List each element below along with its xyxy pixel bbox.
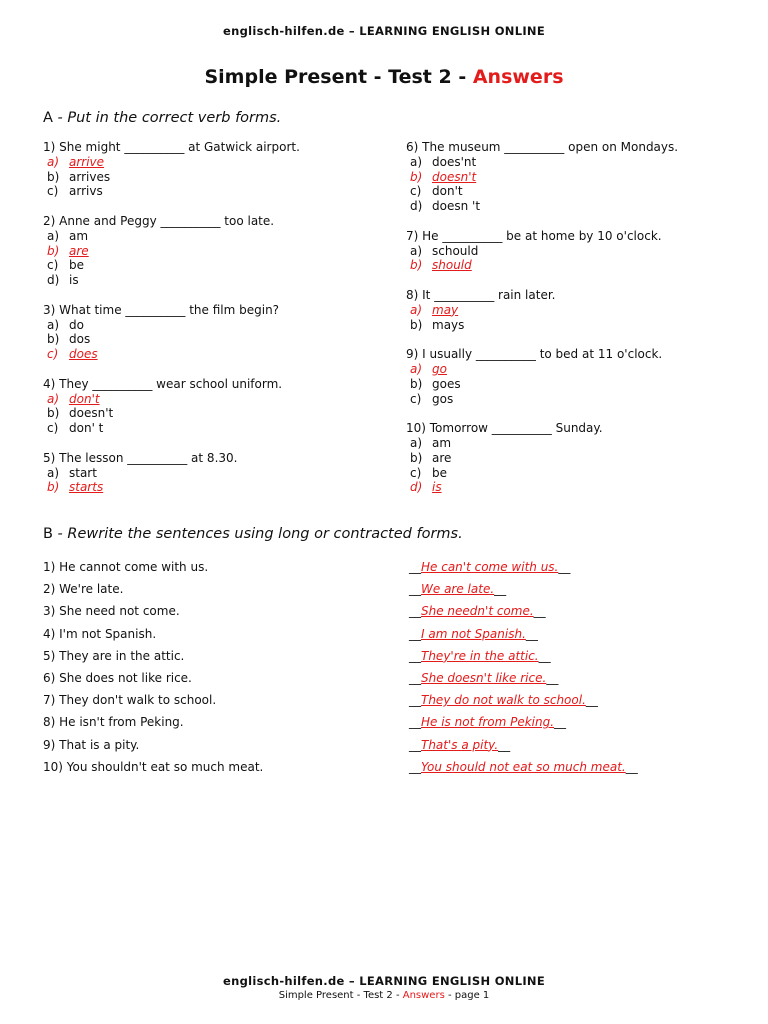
blank-before: __ bbox=[409, 604, 421, 619]
rewrite-answer bbox=[409, 649, 551, 663]
footer-title: Simple Present - Test 2 - bbox=[278, 990, 403, 1001]
answer-option bbox=[43, 318, 373, 333]
rewrite-question: 3) She need not come. bbox=[43, 604, 180, 619]
rewrite-answer bbox=[409, 760, 638, 774]
option-value: may bbox=[432, 302, 459, 317]
blank-before: __ bbox=[409, 560, 421, 574]
question-item bbox=[43, 377, 373, 436]
rewrite-row bbox=[43, 671, 743, 693]
rewrite-answer bbox=[409, 671, 558, 685]
footer-page-number: - page 1 bbox=[444, 990, 490, 1001]
answer-option bbox=[406, 155, 736, 170]
rewrite-row bbox=[43, 715, 743, 737]
section-a-instruction: - Put in the correct verb forms. bbox=[52, 110, 282, 126]
rewrite-answer bbox=[409, 627, 538, 641]
option-label: d) bbox=[410, 480, 423, 495]
section-b-letter: B bbox=[43, 526, 53, 542]
blank-before: __ bbox=[409, 759, 421, 774]
page-title-main: Simple Present - Test 2 - bbox=[204, 66, 473, 88]
rewrite-question: 2) We're late. bbox=[43, 582, 124, 597]
rewrite-row bbox=[43, 760, 743, 782]
answer-option bbox=[43, 421, 373, 436]
answer-option bbox=[406, 318, 736, 333]
answer-text: That's a pity. bbox=[421, 737, 499, 752]
answer-text: I am not Spanish. bbox=[421, 626, 526, 641]
rewrite-question: 4) I'm not Spanish. bbox=[43, 626, 157, 641]
answer-option bbox=[406, 392, 736, 407]
option-value: don't bbox=[432, 184, 463, 199]
answer-text: She needn't come. bbox=[421, 604, 534, 619]
correct-option bbox=[406, 480, 736, 495]
answer-option bbox=[43, 406, 373, 421]
option-value: starts bbox=[69, 480, 104, 495]
option-label: a) bbox=[410, 302, 423, 317]
answer-option bbox=[43, 229, 373, 244]
question-text: 2) Anne and Peggy __________ too late. bbox=[43, 213, 275, 228]
blank-after: __ bbox=[525, 626, 538, 641]
blank-before: __ bbox=[409, 626, 421, 641]
rewrite-answer bbox=[409, 715, 566, 729]
option-value: arrive bbox=[69, 154, 105, 169]
option-label: a) bbox=[47, 154, 60, 169]
option-label: a) bbox=[47, 228, 60, 243]
option-value: start bbox=[69, 465, 97, 480]
blank-after: __ bbox=[533, 604, 546, 619]
answer-text: He can't come with us. bbox=[421, 560, 559, 574]
rewrite-row bbox=[43, 604, 743, 626]
answer-text: We are late. bbox=[421, 582, 495, 597]
option-label: c) bbox=[47, 184, 59, 199]
option-label: c) bbox=[47, 347, 59, 362]
page-title-answers: Answers bbox=[472, 66, 564, 88]
rewrite-question: 5) They are in the attic. bbox=[43, 648, 185, 663]
option-label: c) bbox=[47, 258, 59, 273]
option-label: c) bbox=[410, 465, 422, 480]
option-label: a) bbox=[47, 465, 60, 480]
option-value: should bbox=[432, 258, 472, 273]
option-value: does'nt bbox=[432, 154, 477, 169]
correct-option bbox=[406, 258, 736, 273]
question-item bbox=[406, 140, 736, 214]
blank-after: __ bbox=[538, 648, 551, 663]
answer-option bbox=[406, 436, 736, 451]
rewrite-answer bbox=[409, 604, 546, 618]
answer-text: You should not eat so much meat. bbox=[421, 759, 626, 774]
option-value: do bbox=[69, 317, 84, 332]
site-header: englisch-hilfen.de – LEARNING ENGLISH ONLINE bbox=[223, 24, 545, 38]
rewrite-answer bbox=[409, 738, 510, 752]
option-value: am bbox=[432, 435, 452, 450]
answer-option bbox=[406, 466, 736, 481]
answer-option bbox=[406, 199, 736, 214]
option-value: am bbox=[69, 228, 89, 243]
answer-option bbox=[406, 244, 736, 259]
answer-option bbox=[406, 184, 736, 199]
question-text: 8) It __________ rain later. bbox=[406, 287, 556, 302]
question-text: 10) Tomorrow __________ Sunday. bbox=[406, 421, 603, 436]
blank-before: __ bbox=[409, 715, 421, 730]
blank-before: __ bbox=[409, 693, 421, 708]
rewrite-list bbox=[43, 560, 743, 782]
option-label: d) bbox=[47, 273, 60, 288]
rewrite-row bbox=[43, 627, 743, 649]
option-label: a) bbox=[410, 435, 423, 450]
answer-option bbox=[43, 332, 373, 347]
rewrite-row bbox=[43, 560, 743, 582]
option-label: c) bbox=[410, 184, 422, 199]
option-label: d) bbox=[410, 199, 423, 214]
blank-after: __ bbox=[494, 582, 507, 597]
rewrite-row bbox=[43, 693, 743, 715]
correct-option bbox=[406, 303, 736, 318]
option-label: a) bbox=[410, 154, 423, 169]
blank-before: __ bbox=[409, 670, 421, 685]
rewrite-answer bbox=[409, 693, 598, 707]
correct-option bbox=[406, 170, 736, 185]
question-item bbox=[406, 421, 736, 495]
option-label: a) bbox=[410, 243, 423, 258]
question-item bbox=[43, 214, 373, 288]
option-label: b) bbox=[410, 169, 423, 184]
rewrite-question: 1) He cannot come with us. bbox=[43, 560, 209, 574]
blank-before: __ bbox=[409, 737, 421, 752]
blank-before: __ bbox=[409, 582, 421, 597]
option-value: is bbox=[69, 273, 79, 288]
questions-column-left bbox=[43, 140, 373, 510]
rewrite-answer bbox=[409, 582, 506, 596]
answer-option bbox=[406, 451, 736, 466]
correct-option bbox=[43, 392, 373, 407]
option-label: b) bbox=[47, 406, 60, 421]
option-value: go bbox=[432, 361, 447, 376]
question-item bbox=[43, 140, 373, 199]
question-item bbox=[43, 303, 373, 362]
rewrite-question: 10) You shouldn't eat so much meat. bbox=[43, 759, 264, 774]
question-item bbox=[406, 347, 736, 406]
questions-column-right bbox=[406, 140, 736, 510]
correct-option bbox=[43, 480, 373, 495]
answer-text: He is not from Peking. bbox=[421, 715, 555, 730]
question-text: 5) The lesson __________ at 8.30. bbox=[43, 450, 238, 465]
footer-page-info bbox=[0, 990, 768, 1001]
blank-after: __ bbox=[625, 759, 638, 774]
answer-option bbox=[43, 258, 373, 273]
option-label: b) bbox=[410, 450, 423, 465]
option-value: doesn't bbox=[432, 169, 477, 184]
option-value: be bbox=[432, 465, 447, 480]
option-label: b) bbox=[410, 376, 423, 391]
option-value: dos bbox=[69, 332, 91, 347]
question-item bbox=[406, 229, 736, 273]
rewrite-answer bbox=[409, 560, 570, 574]
question-item bbox=[43, 451, 373, 495]
rewrite-question: 9) That is a pity. bbox=[43, 737, 140, 752]
rewrite-row bbox=[43, 582, 743, 604]
option-value: are bbox=[69, 243, 89, 258]
option-value: don' t bbox=[69, 421, 104, 436]
option-label: a) bbox=[410, 361, 423, 376]
question-item bbox=[406, 288, 736, 332]
question-text: 7) He __________ be at home by 10 o'clock. bbox=[406, 228, 662, 243]
rewrite-question: 6) She does not like rice. bbox=[43, 670, 192, 685]
option-value: mays bbox=[432, 317, 465, 332]
option-value: is bbox=[432, 480, 442, 495]
option-value: doesn't bbox=[69, 406, 114, 421]
option-value: arrivs bbox=[69, 184, 103, 199]
section-a-heading bbox=[43, 110, 281, 126]
option-label: b) bbox=[47, 169, 60, 184]
rewrite-question: 8) He isn't from Peking. bbox=[43, 715, 184, 730]
rewrite-row bbox=[43, 738, 743, 760]
blank-after: __ bbox=[585, 693, 598, 708]
option-value: don't bbox=[69, 391, 100, 406]
rewrite-question: 7) They don't walk to school. bbox=[43, 693, 217, 708]
option-label: b) bbox=[47, 480, 60, 495]
blank-before: __ bbox=[409, 648, 421, 663]
question-text: 4) They __________ wear school uniform. bbox=[43, 376, 283, 391]
section-b-instruction: - Rewrite the sentences using long or contracted forms. bbox=[52, 526, 463, 542]
answer-option bbox=[43, 466, 373, 481]
option-value: arrives bbox=[69, 169, 111, 184]
option-value: schould bbox=[432, 243, 479, 258]
blank-after: __ bbox=[498, 737, 511, 752]
question-text: 9) I usually __________ to bed at 11 o'clock. bbox=[406, 347, 663, 362]
blank-after: __ bbox=[546, 670, 559, 685]
option-label: c) bbox=[47, 421, 59, 436]
answer-option bbox=[43, 170, 373, 185]
correct-option bbox=[406, 362, 736, 377]
option-label: a) bbox=[47, 317, 60, 332]
correct-option bbox=[43, 155, 373, 170]
section-b-heading bbox=[43, 526, 463, 542]
option-label: c) bbox=[410, 391, 422, 406]
answer-text: They're in the attic. bbox=[421, 648, 539, 663]
option-value: goes bbox=[432, 376, 461, 391]
answer-text: They do not walk to school. bbox=[421, 693, 586, 708]
question-text: 1) She might __________ at Gatwick airport. bbox=[43, 140, 300, 154]
option-value: gos bbox=[432, 391, 454, 406]
option-value: does bbox=[69, 347, 98, 362]
option-value: doesn 't bbox=[432, 199, 481, 214]
option-label: a) bbox=[47, 391, 60, 406]
option-label: b) bbox=[47, 243, 60, 258]
option-label: b) bbox=[47, 332, 60, 347]
option-value: be bbox=[69, 258, 84, 273]
answer-text: She doesn't like rice. bbox=[421, 670, 547, 685]
answer-option bbox=[43, 184, 373, 199]
answer-option bbox=[43, 273, 373, 288]
option-value: are bbox=[432, 450, 452, 465]
footer-site: englisch-hilfen.de – LEARNING ENGLISH ONLINE bbox=[223, 974, 545, 988]
blank-after: __ bbox=[554, 715, 567, 730]
blank-after: __ bbox=[558, 560, 571, 574]
question-text: 3) What time __________ the film begin? bbox=[43, 302, 280, 317]
section-a-letter: A bbox=[43, 110, 53, 126]
option-label: b) bbox=[410, 258, 423, 273]
correct-option bbox=[43, 347, 373, 362]
option-label: b) bbox=[410, 317, 423, 332]
page-title bbox=[0, 66, 768, 88]
footer-answers: Answers bbox=[402, 990, 445, 1001]
rewrite-row bbox=[43, 649, 743, 671]
answer-option bbox=[406, 377, 736, 392]
correct-option bbox=[43, 244, 373, 259]
question-text: 6) The museum __________ open on Mondays. bbox=[406, 140, 679, 154]
